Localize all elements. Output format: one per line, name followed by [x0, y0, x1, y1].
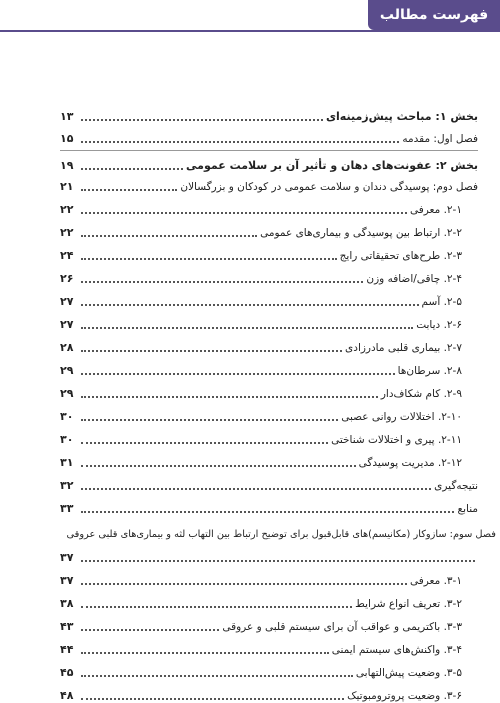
entry-title: منابع: [457, 503, 478, 515]
entry-title: ۲-۱۱. پیری و اختلالات شناختی: [331, 434, 462, 446]
entry-page: ۴۳: [60, 620, 74, 633]
dot-leader: [81, 189, 177, 191]
toc-entry-chapter-3[interactable]: [60, 547, 478, 565]
entry-page: ۳۳: [60, 502, 74, 515]
entry-page: ۴۴: [60, 643, 74, 656]
entry-page: ۲۹: [60, 387, 74, 400]
entry-title: ۳-۳. باکتریمی و عواقب آن برای سیستم قلبی و عروقی: [222, 621, 462, 633]
entry-title: بخش ۲: عفونت‌های دهان و تأثیر آن بر سلامت عمومی: [186, 159, 478, 172]
entry-page: ۳۲: [60, 479, 74, 492]
dot-leader: [81, 327, 413, 329]
entry-page: ۳۷: [60, 551, 74, 564]
entry-title: ۲-۳. طرح‌های تحقیقاتی رایج: [339, 250, 462, 262]
entry-title: فصل دوم: پوسیدگی دندان و سلامت عمومی در کودکان و بزرگسالان: [180, 181, 478, 193]
entry-title: ۳-۱. معرفی: [409, 575, 462, 587]
entry-page: ۳۰: [60, 433, 74, 446]
dot-leader: [81, 350, 342, 352]
dot-leader: [81, 119, 323, 121]
toc-entry-2-7[interactable]: [60, 337, 478, 355]
dot-leader: [81, 258, 337, 260]
toc-entry-3-4[interactable]: [60, 639, 478, 657]
toc-entry-2-11[interactable]: [60, 429, 478, 447]
entry-title: ۲-۹. کام شکاف‌دار: [380, 388, 462, 400]
dot-leader: [81, 442, 328, 444]
entry-page: ۲۷: [60, 295, 74, 308]
entry-page: ۳۸: [60, 597, 74, 610]
dot-leader: [81, 629, 219, 631]
entry-title: ۲-۸. سرطان‌ها: [397, 365, 462, 377]
entry-title: بخش ۱: مباحث پیش‌زمینه‌ای: [325, 110, 478, 123]
entry-page: ۳۷: [60, 574, 74, 587]
entry-page: ۳۱: [60, 456, 74, 469]
toc-entry-2-3[interactable]: [60, 245, 478, 263]
entry-page: ۳۰: [60, 410, 74, 423]
section-divider: [60, 150, 478, 151]
toc-entry-2-6[interactable]: [60, 314, 478, 332]
dot-leader: [81, 168, 183, 170]
dot-leader: [81, 396, 378, 398]
entry-title: ۳-۵. وضعیت پیش‌التهابی: [355, 667, 462, 679]
entry-page: ۴۵: [60, 666, 74, 679]
dot-leader: [81, 373, 395, 375]
toc-entry-chapter-3-title[interactable]: فصل سوم: سازوکار (مکانیسم)های قابل‌قبول برای توضیح ارتباط بین التهاب لثه و بیماری‌های قلبی عروقی: [66, 529, 496, 540]
dot-leader: [81, 281, 363, 283]
entry-page: ۴۸: [60, 689, 74, 702]
entry-title: نتیجه‌گیری: [434, 480, 478, 492]
dot-leader: [81, 560, 475, 562]
entry-title: ۲-۶. دیابت: [416, 319, 462, 331]
entry-title: ۳-۲. تعریف انواع شرایط: [355, 598, 462, 610]
dot-leader: [81, 606, 352, 608]
dot-leader: [81, 212, 407, 214]
toc-entry-references[interactable]: [60, 498, 478, 516]
entry-page: ۲۹: [60, 364, 74, 377]
toc-entry-3-6[interactable]: [60, 685, 478, 703]
dot-leader: [81, 465, 356, 467]
toc-entry-3-5[interactable]: [60, 662, 478, 680]
dot-leader: [81, 675, 353, 677]
entry-page: ۲۴: [60, 249, 74, 262]
toc-entry-3-3[interactable]: [60, 616, 478, 634]
dot-leader: [81, 235, 257, 237]
dot-leader: [81, 488, 431, 490]
entry-title: ۲-۲. ارتباط بین پوسیدگی و بیماری‌های عمومی: [260, 227, 462, 239]
toc-entry-part-2[interactable]: [60, 155, 478, 173]
toc-entry-2-10[interactable]: [60, 406, 478, 424]
entry-title: ۲-۴. چاقی/اضافه وزن: [366, 273, 462, 285]
dot-leader: [81, 419, 338, 421]
toc-entry-2-9[interactable]: [60, 383, 478, 401]
dot-leader: [81, 304, 419, 306]
toc-entry-2-1[interactable]: [60, 199, 478, 217]
entry-page: ۲۷: [60, 318, 74, 331]
entry-page: ۲۶: [60, 272, 74, 285]
entry-page: ۱۳: [60, 110, 74, 123]
header-rule: [0, 30, 500, 32]
entry-page: ۲۱: [60, 180, 74, 193]
entry-title: ۲-۱۰. اختلالات روانی عصبی: [341, 411, 462, 423]
toc-entry-2-8[interactable]: [60, 360, 478, 378]
toc-entry-3-2[interactable]: [60, 593, 478, 611]
entry-page: ۲۲: [60, 226, 74, 239]
dot-leader: [81, 652, 329, 654]
entry-title: ۲-۱. معرفی: [409, 204, 462, 216]
toc-entry-chapter-2[interactable]: [60, 176, 478, 194]
entry-title: ۲-۷. بیماری قلبی مادرزادی: [345, 342, 462, 354]
entry-title: ۲-۱۲. مدیریت پوسیدگی: [358, 457, 462, 469]
entry-title: فصل اول: مقدمه: [402, 133, 478, 145]
toc-entry-2-12[interactable]: [60, 452, 478, 470]
toc-entry-2-2[interactable]: [60, 222, 478, 240]
entry-page: ۱۹: [60, 159, 74, 172]
toc-entry-chapter-1[interactable]: [60, 128, 478, 146]
toc-entry-3-1[interactable]: [60, 570, 478, 588]
entry-page: ۲۲: [60, 203, 74, 216]
entry-title: ۳-۴. واکنش‌های سیستم ایمنی: [331, 644, 462, 656]
dot-leader: [81, 583, 407, 585]
toc-entry-2-4[interactable]: [60, 268, 478, 286]
entry-title: ۲-۵. آسم: [421, 296, 462, 308]
toc-entry-conclusion[interactable]: [60, 475, 478, 493]
toc-entry-part-1[interactable]: [60, 106, 478, 124]
dot-leader: [81, 141, 399, 143]
entry-page: ۲۸: [60, 341, 74, 354]
entry-page: ۱۵: [60, 132, 74, 145]
entry-title: ۳-۶. وضعیت پروترومبوتیک: [347, 690, 462, 702]
page-title: فهرست مطالب: [368, 0, 500, 30]
dot-leader: [81, 511, 454, 513]
toc-entry-2-5[interactable]: [60, 291, 478, 309]
